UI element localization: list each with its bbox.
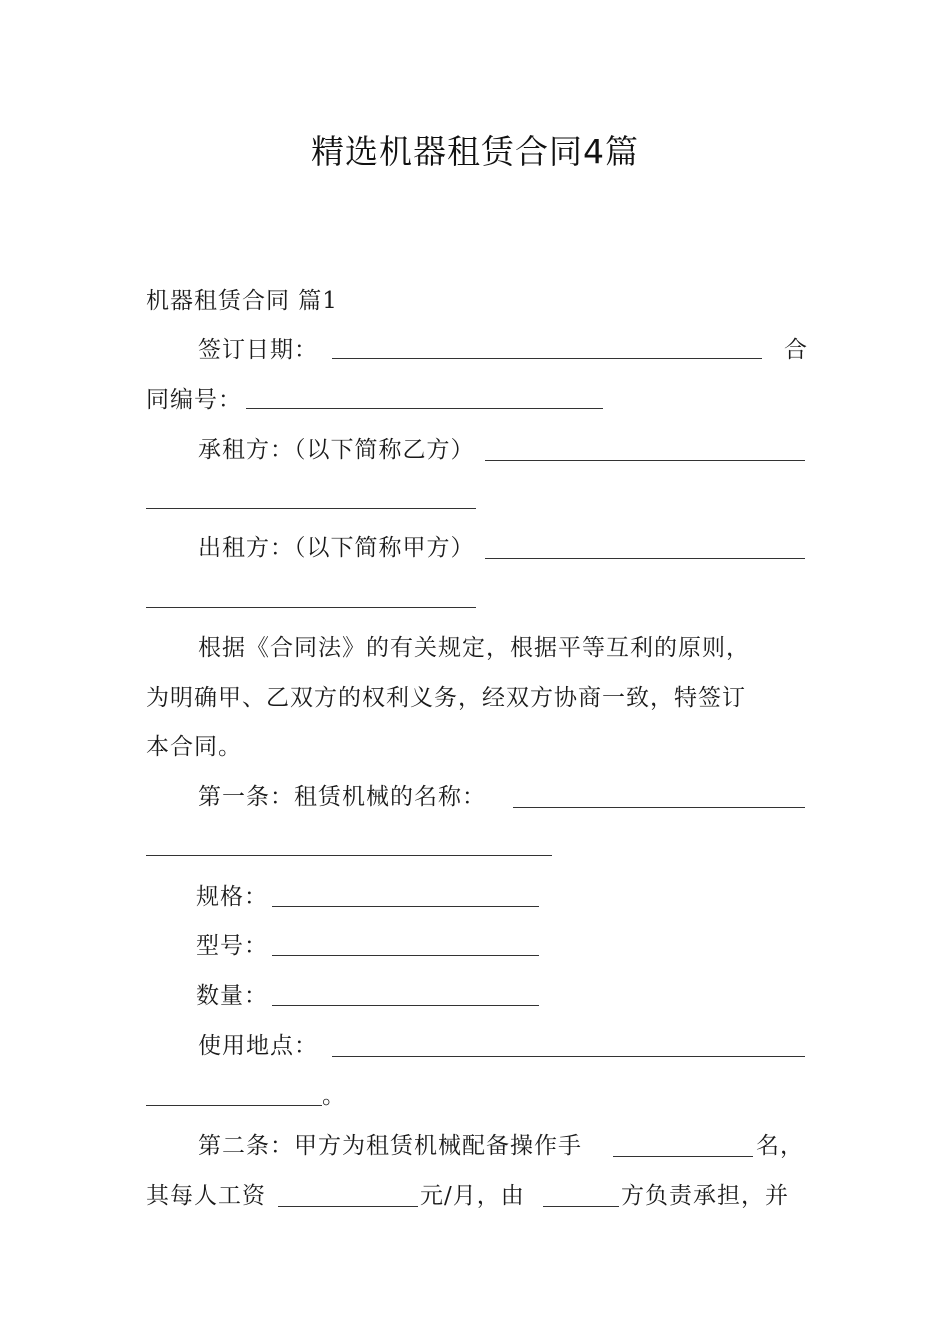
sign-date-label: 签订日期： <box>198 337 318 363</box>
quantity-label: 数量： <box>196 983 268 1009</box>
spec-label: 规格： <box>196 884 268 910</box>
lessor-blank-1 <box>485 558 805 559</box>
quantity-blank <box>272 1005 539 1006</box>
preamble-line-2: 为明确甲、乙双方的权利义务，经双方协商一致，特签订 <box>146 685 746 711</box>
article2-line-1-end: 名， <box>756 1133 804 1159</box>
lessor-blank-2 <box>146 607 476 608</box>
model-label: 型号： <box>196 933 268 959</box>
preamble-line-1: 根据《合同法》的有关规定，根据平等互利的原则， <box>198 635 750 661</box>
location-blank-2 <box>146 1105 322 1106</box>
contract-no-label: 同编号： <box>146 387 242 413</box>
lessee-blank-2 <box>146 508 476 509</box>
location-blank-1 <box>332 1056 805 1057</box>
sign-date-blank <box>332 358 762 359</box>
section-heading: 机器租赁合同 篇1 <box>146 288 338 314</box>
article1-blank-2 <box>146 855 552 856</box>
lessor-label: 出租方：（以下简称甲方） <box>198 535 475 561</box>
preamble-line-3: 本合同。 <box>146 734 242 760</box>
article1-blank-1 <box>513 807 805 808</box>
article1-label: 第一条：租赁机械的名称： <box>198 784 486 810</box>
contract-no-blank <box>246 408 603 409</box>
operator-count-blank <box>613 1156 753 1157</box>
model-blank <box>272 955 539 956</box>
lessee-blank-1 <box>485 460 805 461</box>
wage-blank <box>278 1206 418 1207</box>
article2-line-2-end: 方负责承担，并 <box>621 1183 789 1209</box>
article2-line-1-start: 第二条：甲方为租赁机械配备操作手 <box>198 1133 582 1159</box>
document-title: 精选机器租赁合同4篇 <box>311 132 639 171</box>
location-period: 。 <box>322 1083 346 1109</box>
lessee-label: 承租方：（以下简称乙方） <box>198 437 475 463</box>
spec-blank <box>272 906 539 907</box>
location-label: 使用地点： <box>198 1033 318 1059</box>
contract-no-label-start: 合 <box>784 337 808 363</box>
article2-line-2-mid: 元/月，由 <box>420 1183 525 1209</box>
article2-line-2-start: 其每人工资 <box>146 1183 266 1209</box>
responsible-party-blank <box>543 1206 619 1207</box>
